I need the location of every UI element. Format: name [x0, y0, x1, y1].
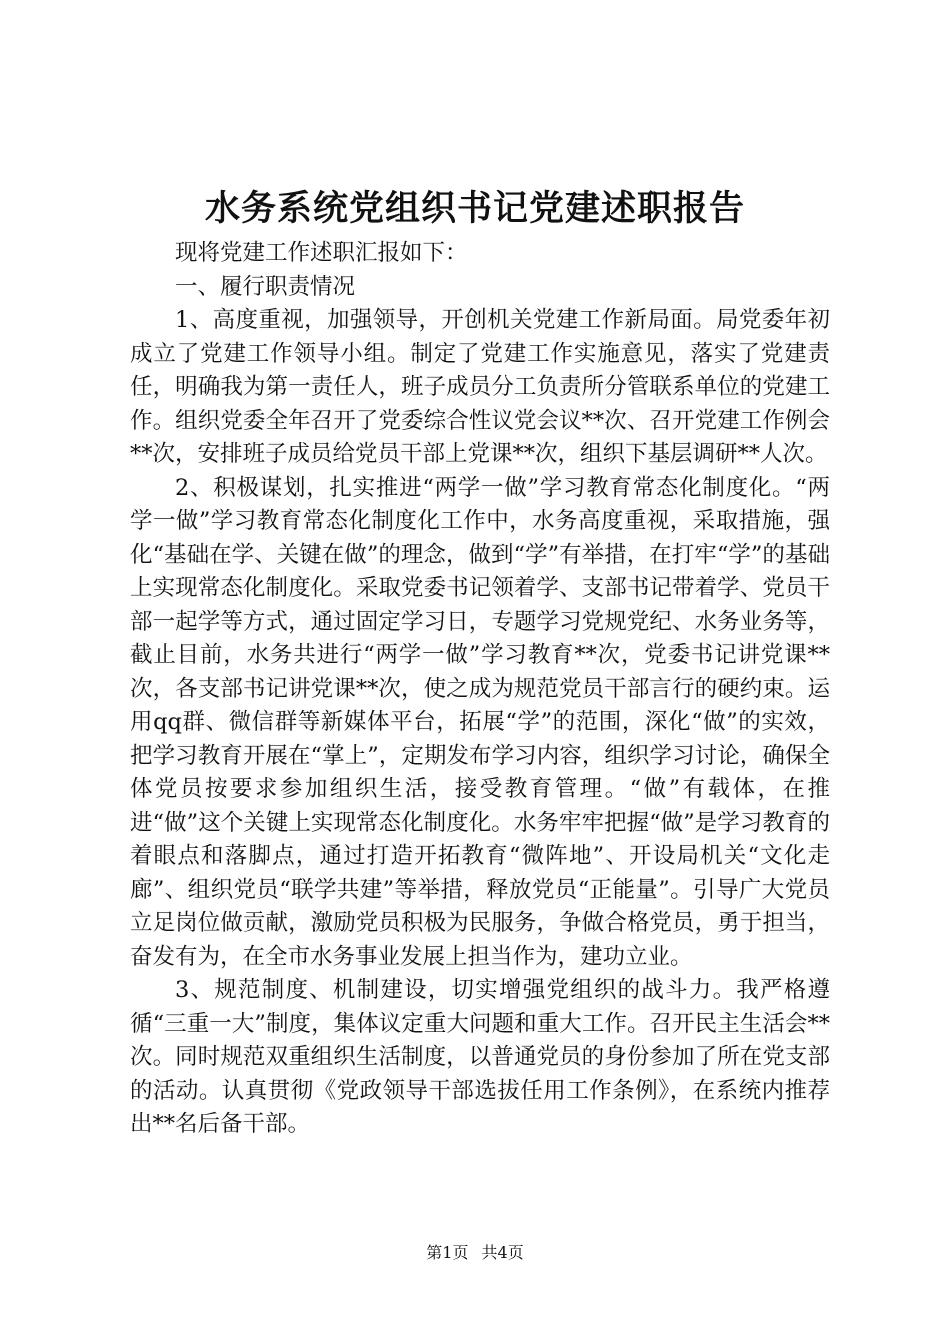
paragraph-item-2: 2、积极谋划，扎实推进“两学一做”学习教育常态化制度化。“两学一做”学习教育常态化制度化工作中，水务高度重视，采取措施，强化“基础在学、关键在做”的理念，做到“学”有举措，在打牢“学”的基础上实现常态化制度化。采取党委书记领着学、支部书记带着学、党员干部一起学等方式，通过固定学习日，专题学习党规党纪、水务业务等，截止目前，水务共进行“两学一做”学习教育**次，党委书记讲党课**次，各支部书记讲党课**次，使之成为规范党员干部言行的硬约束。运用qq群、微信群等新媒体平台，拓展“学”的范围，深化“做”的实效，把学习教育开展在“掌上”，定期发布学习内容，组织学习讨论，确保全体党员按要求参加组织生活，接受教育管理。“做”有载体，在推进“做”这个关键上实现常态化制度化。水务牢牢把握“做”是学习教育的着眼点和落脚点，通过打造开拓教育“微阵地”、开设局机关“文化走廊”、组织党员“联学共建”等举措，释放党员“正能量”。引导广大党员立足岗位做贡献，激励党员积极为民服务，争做合格党员，勇于担当，奋发有为，在全市水务事业发展上担当作为，建功立业。: [130, 474, 830, 970]
document-title: 水务系统党组织书记党建述职报告: [204, 188, 745, 229]
document-body: [130, 237, 830, 1142]
paragraph-intro: 现将党建工作述职汇报如下：: [175, 240, 468, 266]
page-footer: [0, 1243, 950, 1263]
paragraph-item-1: 1、高度重视，加强领导，开创机关党建工作新局面。局党委年初成立了党建工作领导小组。制定了党建工作实施意见，落实了党建责任，明确我为第一责任人，班子成员分工负责所分管联系单位的党建工作。组织党委全年召开了党委综合性议党会议**次、召开党建工作例会**次，安排班子成员给党员干部上党课**次，组织下基层调研**人次。: [130, 307, 830, 467]
page-total: 共4页: [481, 1243, 524, 1262]
page-number: 第1页: [426, 1243, 469, 1262]
paragraph-item-3: 3、规范制度、机制建设，切实增强党组织的战斗力。我严格遵循“三重一大”制度，集体议定重大问题和重大工作。召开民主生活会**次。同时规范双重组织生活制度，以普通党员的身份参加了所在党支部的活动。认真贯彻《党政领导干部选拔任用工作条例》，在系统内推荐出**名后备干部。: [130, 977, 830, 1137]
section-heading: 一、履行职责情况: [175, 273, 356, 300]
